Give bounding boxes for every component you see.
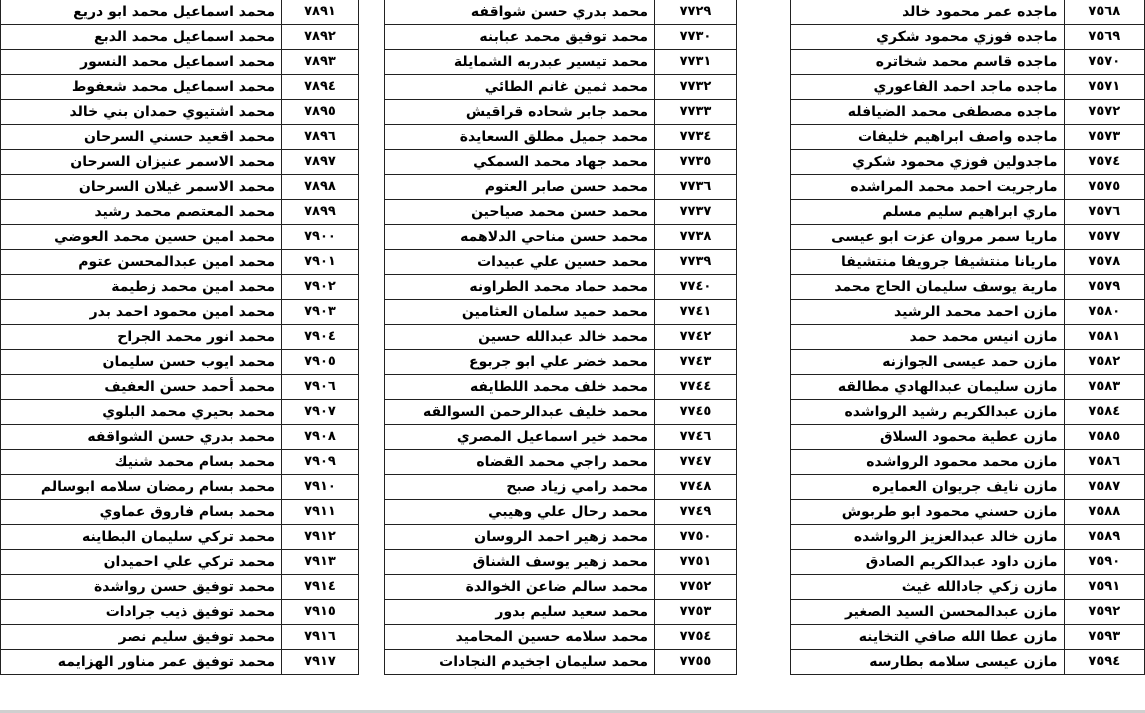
person-name-cell: مازن عطا الله صافي التخاينه (791, 625, 1065, 650)
serial-number-cell: ٧٥٩٤ (1064, 650, 1144, 675)
table-row (791, 625, 1145, 650)
serial-number-cell: ٧٧٢٩ (655, 0, 737, 25)
table-row (791, 475, 1145, 500)
person-name-cell: محمد بسام محمد شنيك (1, 450, 282, 475)
person-name-cell: محمد اسماعيل محمد الدبع (1, 25, 282, 50)
person-name-cell: محمد اقعيد حسني السرحان (1, 125, 282, 150)
table-row (1, 525, 359, 550)
serial-number-cell: ٧٨٩١ (282, 0, 359, 25)
serial-number-cell: ٧٧٥٥ (655, 650, 737, 675)
serial-number-cell: ٧٥٨١ (1064, 325, 1144, 350)
person-name-cell: محمد حسين علي عبيدات (385, 250, 655, 275)
person-name-cell: مازن خالد عبدالعزيز الرواشده (791, 525, 1065, 550)
person-name-cell: مازن انيس محمد حمد (791, 325, 1065, 350)
person-name-cell: ماجده ماجد احمد الفاعوري (791, 75, 1065, 100)
person-name-cell: محمد توفيق عمر مناور الهزايمه (1, 650, 282, 675)
person-name-cell: محمد تركي علي احميدان (1, 550, 282, 575)
person-name-cell: محمد بدري حسن شواقفه (385, 0, 655, 25)
person-name-cell: محمد جميل مطلق السعايدة (385, 125, 655, 150)
list-column-right (790, 0, 1145, 675)
serial-number-cell: ٧٥٨٥ (1064, 425, 1144, 450)
serial-number-cell: ٧٧٣١ (655, 50, 737, 75)
table-row (791, 400, 1145, 425)
table-row (385, 100, 737, 125)
table-row (791, 600, 1145, 625)
table-row (385, 600, 737, 625)
table-row (791, 500, 1145, 525)
table-row (385, 175, 737, 200)
serial-number-cell: ٧٩١٥ (282, 600, 359, 625)
person-name-cell: ماجدولين فوزي محمود شكري (791, 150, 1065, 175)
table-row (385, 150, 737, 175)
serial-number-cell: ٧٨٩٢ (282, 25, 359, 50)
table-row (1, 75, 359, 100)
serial-number-cell: ٧٧٤٤ (655, 375, 737, 400)
table-row (791, 350, 1145, 375)
serial-number-cell: ٧٥٨٢ (1064, 350, 1144, 375)
serial-number-cell: ٧٧٣٠ (655, 25, 737, 50)
serial-number-cell: ٧٧٤٣ (655, 350, 737, 375)
person-name-cell: مازن عبدالكريم رشيد الرواشده (791, 400, 1065, 425)
table-row (791, 575, 1145, 600)
serial-number-cell: ٧٨٩٣ (282, 50, 359, 75)
serial-number-cell: ٧٧٣٢ (655, 75, 737, 100)
names-table-middle (384, 0, 737, 675)
person-name-cell: محمد بسام فاروق عماوي (1, 500, 282, 525)
person-name-cell: مازن حسني محمود ابو طربوش (791, 500, 1065, 525)
serial-number-cell: ٧٧٤٠ (655, 275, 737, 300)
serial-number-cell: ٧٩٠٩ (282, 450, 359, 475)
person-name-cell: مازن داود عبدالكريم الصادق (791, 550, 1065, 575)
serial-number-cell: ٧٧٥١ (655, 550, 737, 575)
table-row (791, 300, 1145, 325)
table-row (385, 425, 737, 450)
table-row (1, 375, 359, 400)
table-row (791, 325, 1145, 350)
serial-number-cell: ٧٥٨٦ (1064, 450, 1144, 475)
table-row (1, 550, 359, 575)
person-name-cell: مازن نايف جريوان العمايره (791, 475, 1065, 500)
table-row (791, 25, 1145, 50)
serial-number-cell: ٧٥٩٠ (1064, 550, 1144, 575)
list-column-left (0, 0, 359, 675)
person-name-cell: محمد رامي زياد صبح (385, 475, 655, 500)
serial-number-cell: ٧٧٣٦ (655, 175, 737, 200)
table-row (791, 375, 1145, 400)
serial-number-cell: ٧٥٨٠ (1064, 300, 1144, 325)
table-row (791, 425, 1145, 450)
person-name-cell: مارجريت احمد محمد المراشده (791, 175, 1065, 200)
person-name-cell: محمد جابر شحاده قراقيش (385, 100, 655, 125)
serial-number-cell: ٧٧٥٤ (655, 625, 737, 650)
table-row (791, 525, 1145, 550)
table-row (791, 275, 1145, 300)
person-name-cell: مازن عيسى سلامه بطارسه (791, 650, 1065, 675)
serial-number-cell: ٧٧٤٧ (655, 450, 737, 475)
serial-number-cell: ٧٨٩٨ (282, 175, 359, 200)
table-row (1, 175, 359, 200)
table-row (791, 200, 1145, 225)
person-name-cell: محمد خليف عبدالرحمن السوالقه (385, 400, 655, 425)
serial-number-cell: ٧٧٤٨ (655, 475, 737, 500)
serial-number-cell: ٧٥٧٢ (1064, 100, 1144, 125)
person-name-cell: محمد حسن مناحي الدلاهمه (385, 225, 655, 250)
serial-number-cell: ٧٥٧٩ (1064, 275, 1144, 300)
serial-number-cell: ٧٥٨٤ (1064, 400, 1144, 425)
serial-number-cell: ٧٥٩٣ (1064, 625, 1144, 650)
serial-number-cell: ٧٩٠٨ (282, 425, 359, 450)
person-name-cell: محمد اسماعيل محمد ابو دريع (1, 0, 282, 25)
serial-number-cell: ٧٥٦٨ (1064, 0, 1144, 25)
person-name-cell: محمد خالد عبدالله حسين (385, 325, 655, 350)
table-row (1, 600, 359, 625)
person-name-cell: محمد تركي سليمان البطاينه (1, 525, 282, 550)
person-name-cell: مازن سليمان عبدالهادي مطالقه (791, 375, 1065, 400)
serial-number-cell: ٧٨٩٦ (282, 125, 359, 150)
person-name-cell: محمد سعيد سليم بدور (385, 600, 655, 625)
serial-number-cell: ٧٩١١ (282, 500, 359, 525)
serial-number-cell: ٧٧٤٥ (655, 400, 737, 425)
person-name-cell: محمد خير اسماعيل المصري (385, 425, 655, 450)
serial-number-cell: ٧٧٣٤ (655, 125, 737, 150)
serial-number-cell: ٧٥٨٨ (1064, 500, 1144, 525)
table-row (1, 575, 359, 600)
table-row (385, 475, 737, 500)
table-row (1, 450, 359, 475)
serial-number-cell: ٧٧٣٨ (655, 225, 737, 250)
serial-number-cell: ٧٩١٧ (282, 650, 359, 675)
table-row (1, 250, 359, 275)
serial-number-cell: ٧٧٥٣ (655, 600, 737, 625)
table-row (1, 25, 359, 50)
serial-number-cell: ٧٨٩٤ (282, 75, 359, 100)
serial-number-cell: ٧٩٠٠ (282, 225, 359, 250)
person-name-cell: محمد اسماعيل محمد شعفوط (1, 75, 282, 100)
person-name-cell: محمد توفيق حسن رواشدة (1, 575, 282, 600)
person-name-cell: ماجده قاسم محمد شخاتره (791, 50, 1065, 75)
person-name-cell: محمد بحيري محمد البلوي (1, 400, 282, 425)
table-row (791, 75, 1145, 100)
serial-number-cell: ٧٥٧٦ (1064, 200, 1144, 225)
table-row (385, 575, 737, 600)
table-row (1, 475, 359, 500)
names-table-left (0, 0, 359, 675)
person-name-cell: محمد زهير يوسف الشناق (385, 550, 655, 575)
person-name-cell: مازن عطية محمود السلاق (791, 425, 1065, 450)
person-name-cell: محمد راجي محمد القضاه (385, 450, 655, 475)
serial-number-cell: ٧٥٧٣ (1064, 125, 1144, 150)
serial-number-cell: ٧٨٩٧ (282, 150, 359, 175)
table-row (385, 0, 737, 25)
serial-number-cell: ٧٩١٤ (282, 575, 359, 600)
person-name-cell: محمد حماد محمد الطراونه (385, 275, 655, 300)
person-name-cell: محمد حسن صابر العتوم (385, 175, 655, 200)
serial-number-cell: ٧٥٧٧ (1064, 225, 1144, 250)
person-name-cell: ماجده واصف ابراهيم خليفات (791, 125, 1065, 150)
serial-number-cell: ٧٧٥٠ (655, 525, 737, 550)
person-name-cell: محمد أحمد حسن العفيف (1, 375, 282, 400)
table-row (385, 625, 737, 650)
person-name-cell: مازن محمد محمود الرواشده (791, 450, 1065, 475)
table-row (385, 450, 737, 475)
table-row (791, 225, 1145, 250)
serial-number-cell: ٧٥٦٩ (1064, 25, 1144, 50)
table-row (791, 100, 1145, 125)
table-row (385, 250, 737, 275)
serial-number-cell: ٧٥٨٩ (1064, 525, 1144, 550)
serial-number-cell: ٧٧٣٥ (655, 150, 737, 175)
person-name-cell: محمد امين حسين محمد العوضي (1, 225, 282, 250)
serial-number-cell: ٧٧٤٦ (655, 425, 737, 450)
person-name-cell: مازن زكي جادالله غيث (791, 575, 1065, 600)
person-name-cell: محمد ايوب حسن سليمان (1, 350, 282, 375)
serial-number-cell: ٧٥٧١ (1064, 75, 1144, 100)
person-name-cell: محمد توفيق محمد عبابنه (385, 25, 655, 50)
serial-number-cell: ٧٩٠٦ (282, 375, 359, 400)
table-row (1, 350, 359, 375)
serial-number-cell: ٧٩١٠ (282, 475, 359, 500)
table-row (1, 200, 359, 225)
person-name-cell: محمد سلامه حسين المحاميد (385, 625, 655, 650)
person-name-cell: محمد حسن محمد صياحين (385, 200, 655, 225)
table-row (385, 375, 737, 400)
person-name-cell: محمد رحال علي وهيبي (385, 500, 655, 525)
serial-number-cell: ٧٩٠٥ (282, 350, 359, 375)
table-row (385, 50, 737, 75)
table-row (385, 325, 737, 350)
table-row (1, 500, 359, 525)
serial-number-cell: ٧٨٩٩ (282, 200, 359, 225)
table-row (1, 325, 359, 350)
list-column-middle (384, 0, 737, 675)
person-name-cell: محمد توفيق ذيب جرادات (1, 600, 282, 625)
table-row (385, 525, 737, 550)
table-row (385, 550, 737, 575)
serial-number-cell: ٧٧٤٩ (655, 500, 737, 525)
table-row (385, 25, 737, 50)
serial-number-cell: ٧٩١٢ (282, 525, 359, 550)
table-row (791, 50, 1145, 75)
table-row (791, 250, 1145, 275)
person-name-cell: محمد الاسمر غيلان السرحان (1, 175, 282, 200)
serial-number-cell: ٧٩١٣ (282, 550, 359, 575)
table-row (1, 0, 359, 25)
table-row (385, 125, 737, 150)
person-name-cell: محمد سالم ضاعن الخوالدة (385, 575, 655, 600)
person-name-cell: محمد زهير احمد الروسان (385, 525, 655, 550)
person-name-cell: ماري ابراهيم سليم مسلم (791, 200, 1065, 225)
table-row (385, 275, 737, 300)
table-row (791, 450, 1145, 475)
person-name-cell: ماريانا منتشيفا جرويفا منتشيفا (791, 250, 1065, 275)
person-name-cell: محمد سليمان اجخيدم النجادات (385, 650, 655, 675)
serial-number-cell: ٧٧٤٢ (655, 325, 737, 350)
table-row (385, 650, 737, 675)
table-row (791, 650, 1145, 675)
person-name-cell: محمد الاسمر عنيزان السرحان (1, 150, 282, 175)
table-row (385, 350, 737, 375)
table-row (1, 625, 359, 650)
table-row (1, 225, 359, 250)
person-name-cell: محمد خضر علي ابو جربوع (385, 350, 655, 375)
serial-number-cell: ٧٧٥٢ (655, 575, 737, 600)
names-table-right (790, 0, 1145, 675)
serial-number-cell: ٧٩٠٧ (282, 400, 359, 425)
person-name-cell: محمد توفيق سليم نصر (1, 625, 282, 650)
table-row (1, 425, 359, 450)
person-name-cell: محمد اشتيوي حمدان بني خالد (1, 100, 282, 125)
table-row (385, 500, 737, 525)
serial-number-cell: ٧٩٠٣ (282, 300, 359, 325)
table-row (1, 300, 359, 325)
table-row (385, 400, 737, 425)
table-row (385, 200, 737, 225)
serial-number-cell: ٧٥٧٤ (1064, 150, 1144, 175)
person-name-cell: ماجده مصطفى محمد الضيافله (791, 100, 1065, 125)
person-name-cell: محمد بسام رمضان سلامه ابوسالم (1, 475, 282, 500)
serial-number-cell: ٧٥٧٥ (1064, 175, 1144, 200)
serial-number-cell: ٧٥٧٨ (1064, 250, 1144, 275)
person-name-cell: ماجده فوزي محمود شكري (791, 25, 1065, 50)
person-name-cell: محمد امين عبدالمحسن عتوم (1, 250, 282, 275)
person-name-cell: محمد خلف محمد اللطايفه (385, 375, 655, 400)
serial-number-cell: ٧٧٣٩ (655, 250, 737, 275)
table-row (385, 300, 737, 325)
person-name-cell: محمد حميد سلمان العثامين (385, 300, 655, 325)
serial-number-cell: ٧٥٨٧ (1064, 475, 1144, 500)
serial-number-cell: ٧٥٩٢ (1064, 600, 1144, 625)
table-row (1, 125, 359, 150)
table-row (1, 150, 359, 175)
person-name-cell: محمد ثمين غانم الطائي (385, 75, 655, 100)
person-name-cell: مازن عبدالمحسن السيد الصغير (791, 600, 1065, 625)
table-row (385, 225, 737, 250)
person-name-cell: محمد تيسير عبدربه الشمايلة (385, 50, 655, 75)
table-row (1, 50, 359, 75)
table-row (1, 650, 359, 675)
serial-number-cell: ٧٥٧٠ (1064, 50, 1144, 75)
person-name-cell: محمد اسماعيل محمد النسور (1, 50, 282, 75)
serial-number-cell: ٧٩٠١ (282, 250, 359, 275)
serial-number-cell: ٧٥٩١ (1064, 575, 1144, 600)
serial-number-cell: ٧٩٠٢ (282, 275, 359, 300)
person-name-cell: محمد انور محمد الجراح (1, 325, 282, 350)
serial-number-cell: ٧٧٣٣ (655, 100, 737, 125)
serial-number-cell: ٧٥٨٣ (1064, 375, 1144, 400)
table-row (791, 175, 1145, 200)
person-name-cell: مازن حمد عيسى الجوازنه (791, 350, 1065, 375)
person-name-cell: محمد بدري حسن الشواقفه (1, 425, 282, 450)
serial-number-cell: ٧٧٣٧ (655, 200, 737, 225)
serial-number-cell: ٧٩٠٤ (282, 325, 359, 350)
person-name-cell: مازن احمد محمد الرشيد (791, 300, 1065, 325)
person-name-cell: ماريا سمر مروان عزت ابو عيسى (791, 225, 1065, 250)
table-row (385, 75, 737, 100)
serial-number-cell: ٧٧٤١ (655, 300, 737, 325)
table-row (1, 400, 359, 425)
person-name-cell: محمد جهاد محمد السمكي (385, 150, 655, 175)
serial-number-cell: ٧٨٩٥ (282, 100, 359, 125)
table-row (791, 550, 1145, 575)
table-row (791, 150, 1145, 175)
person-name-cell: محمد المعتصم محمد رشيد (1, 200, 282, 225)
table-row (791, 125, 1145, 150)
person-name-cell: ماجده عمر محمود خالد (791, 0, 1065, 25)
table-row (1, 100, 359, 125)
table-row (791, 0, 1145, 25)
table-row (1, 275, 359, 300)
person-name-cell: محمد امين محمد زطيمة (1, 275, 282, 300)
person-name-cell: محمد امين محمود احمد بدر (1, 300, 282, 325)
person-name-cell: مارية يوسف سليمان الحاج محمد (791, 275, 1065, 300)
serial-number-cell: ٧٩١٦ (282, 625, 359, 650)
